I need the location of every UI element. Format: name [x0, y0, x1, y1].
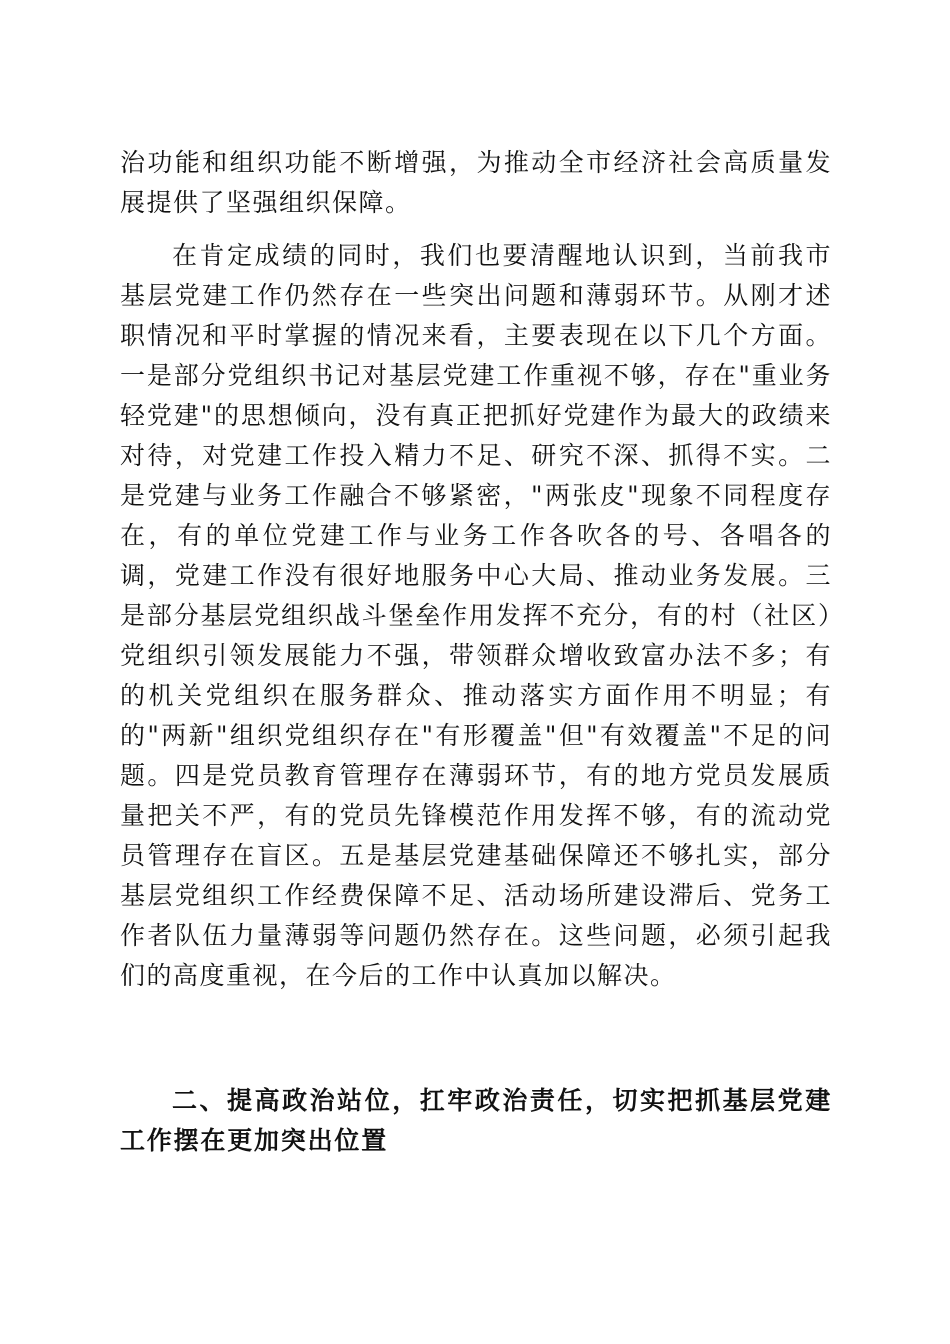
paragraph-continuation: 治功能和组织功能不断增强，为推动全市经济社会高质量发展提供了坚强组织保障。	[120, 148, 832, 217]
section-heading: 二、提高政治站位，扛牢政治责任，切实把抓基层党建工作摆在更加突出位置	[120, 1086, 832, 1155]
paragraph-problems: 在肯定成绩的同时，我们也要清醒地认识到，当前我市基层党建工作仍然存在一些突出问题和薄弱环节。从刚才述职情况和平时掌握的情况来看，主要表现在以下几个方面。一是部分党组织书记对基层党建工作重视不够，存在"重业务轻党建"的思想倾向，没有真正把抓好党建作为最大的政绩来对待，对党建工作投入精力不足、研究不深、抓得不实。二是党建与业务工作融合不够紧密，"两张皮"现象不同程度存在，有的单位党建工作与业务工作各吹各的号、各唱各的调，党建工作没有很好地服务中心大局、推动业务发展。三是部分基层党组织战斗堡垒作用发挥不充分，有的村（社区）党组织引领发展能力不强，带领群众增收致富办法不多；有的机关党组织在服务群众、推动落实方面作用不明显；有的"两新"组织党组织存在"有形覆盖"但"有效覆盖"不足的问题。四是党员教育管理存在薄弱环节，有的地方党员发展质量把关不严，有的党员先锋模范作用发挥不够，有的流动党员管理存在盲区。五是基层党建基础保障还不够扎实，部分基层党组织工作经费保障不足、活动场所建设滞后、党务工作者队伍力量薄弱等问题仍然存在。这些问题，必须引起我们的高度重视，在今后的工作中认真加以解决。	[120, 241, 832, 990]
